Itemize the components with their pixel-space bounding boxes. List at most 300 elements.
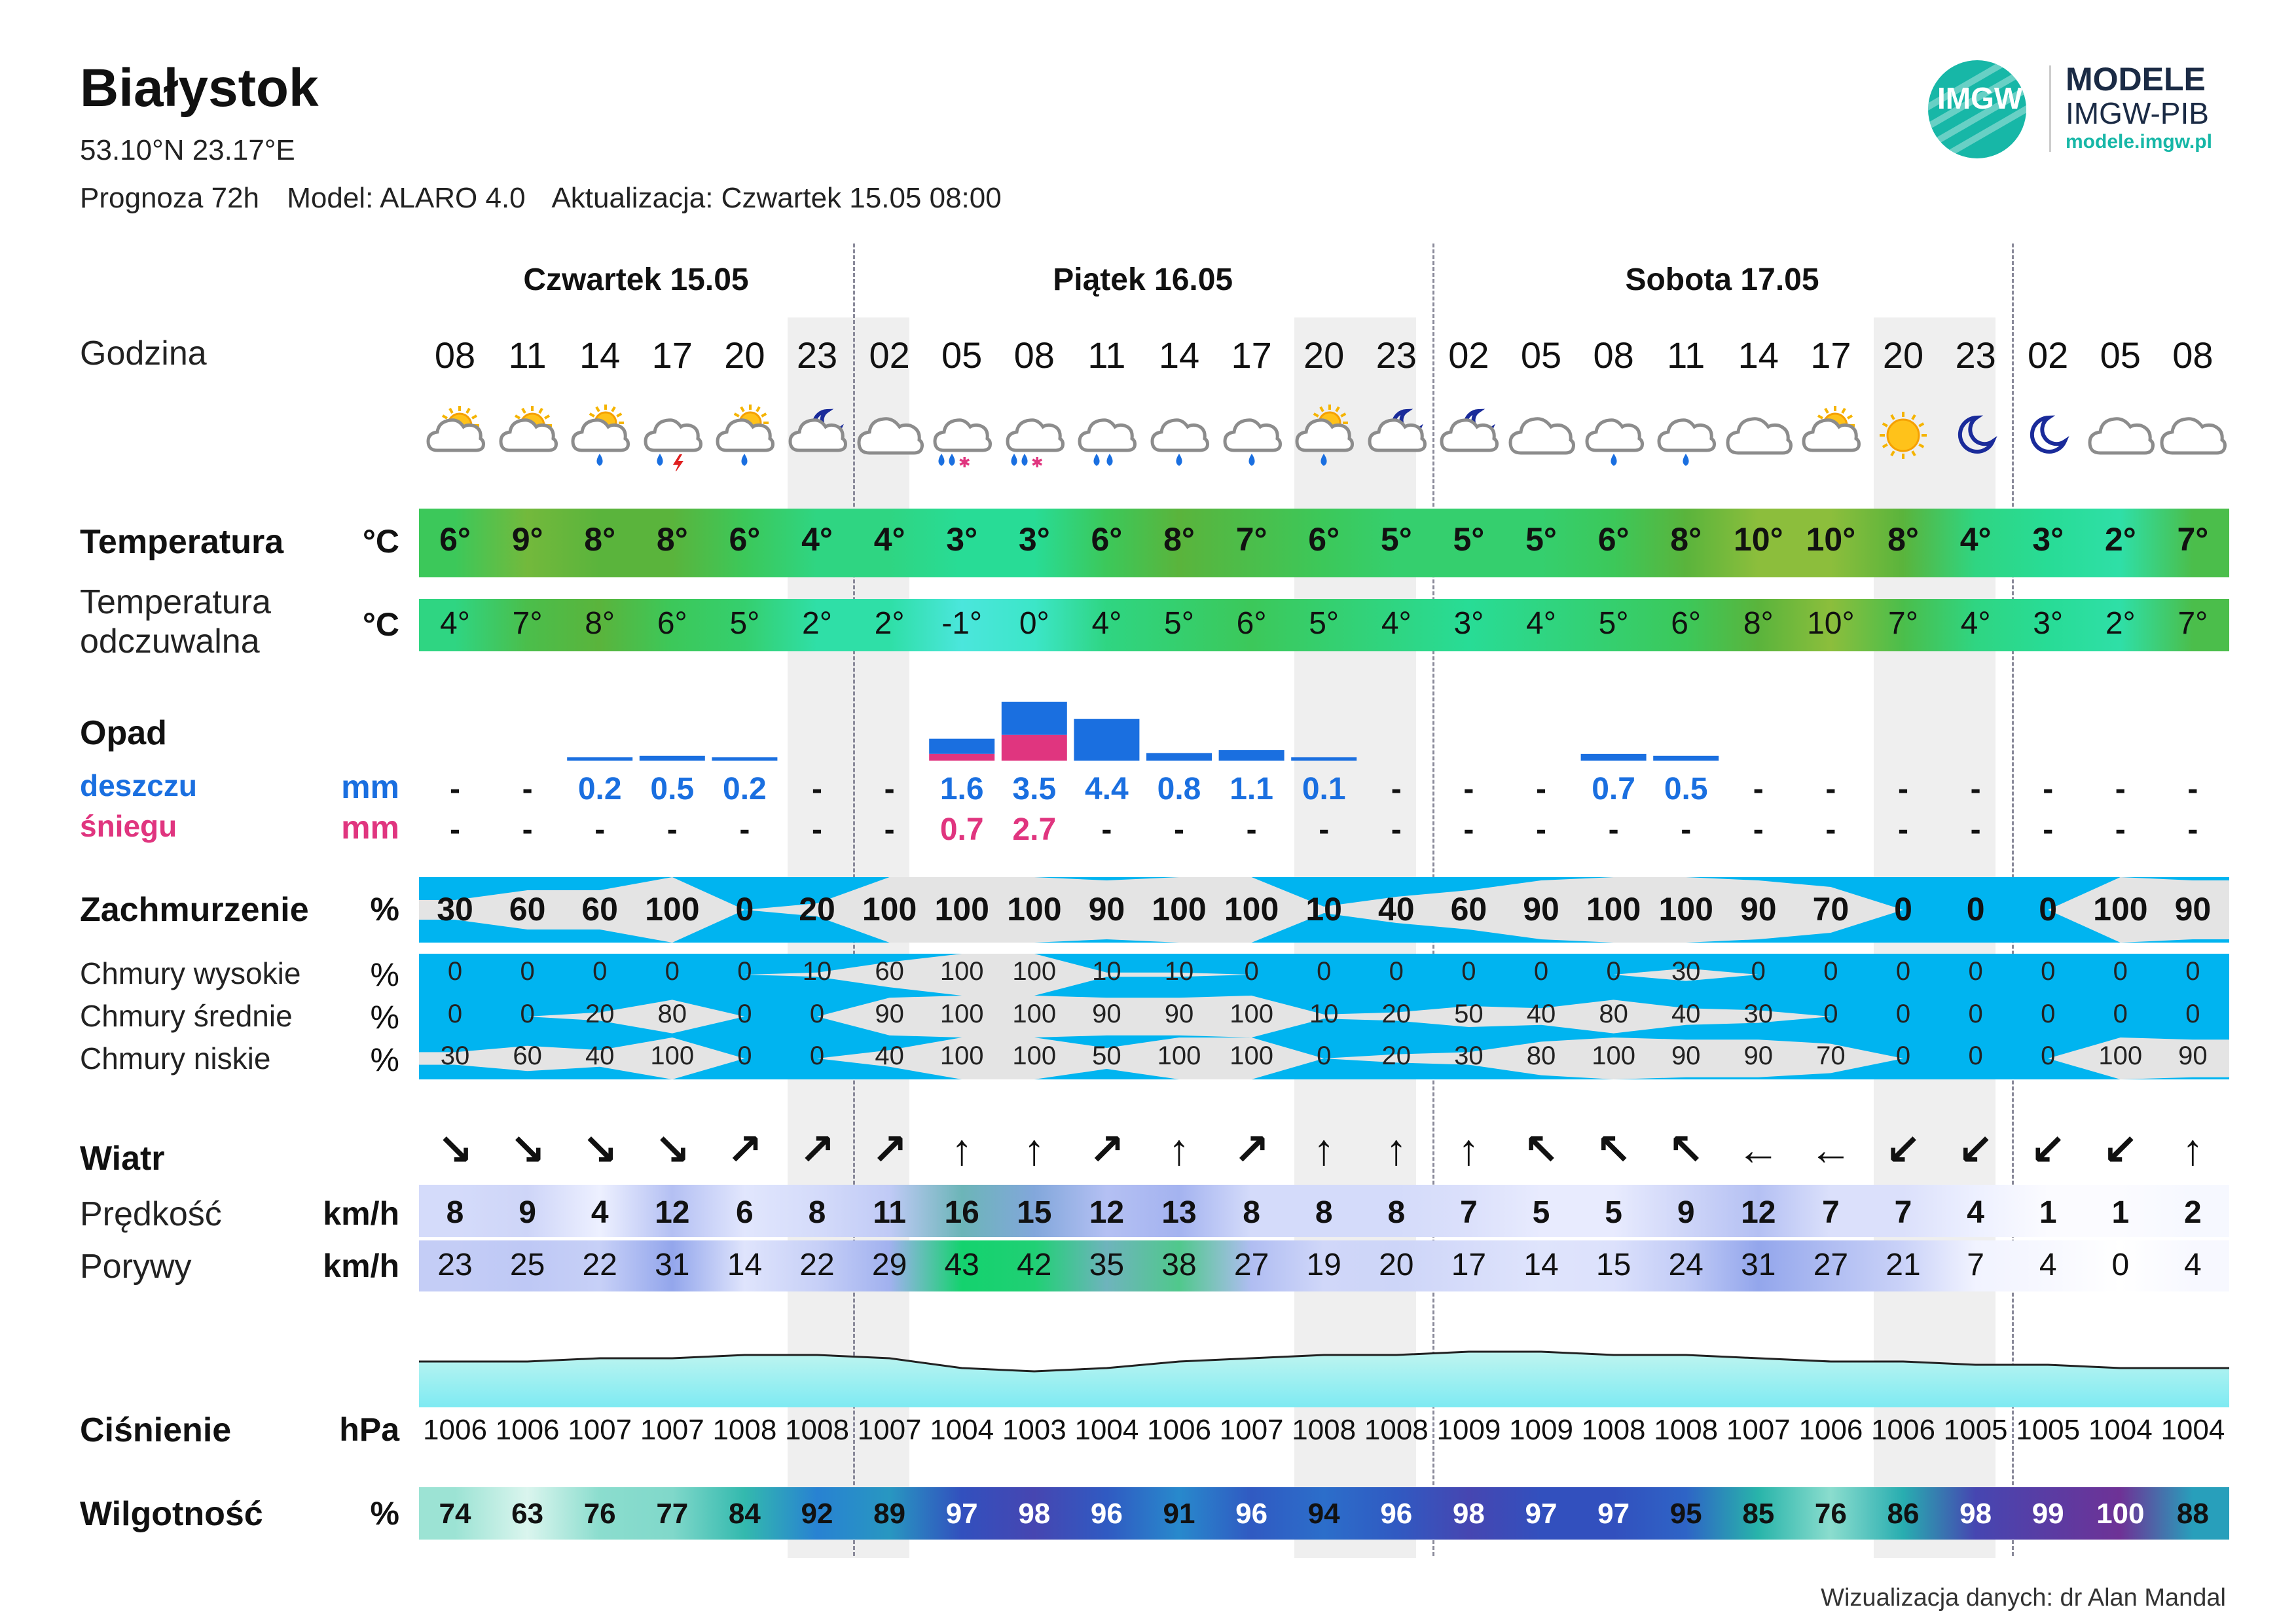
pressure-value: 1005: [1943, 1414, 2008, 1446]
low-clouds-value: 100: [1230, 1041, 1273, 1070]
pressure-value: 1004: [2160, 1414, 2225, 1446]
humidity-label: Wilgotność: [80, 1495, 263, 1533]
snow-unit: mm: [341, 809, 399, 846]
pressure-value: 1004: [1074, 1414, 1139, 1446]
cloud-rain-icon: [1578, 399, 1650, 471]
wind-speed-value: 4: [1967, 1195, 1984, 1230]
feels-like-value: 2°: [874, 606, 905, 641]
high-clouds-value: 0: [1461, 957, 1476, 986]
rain-value: 1.1: [1230, 772, 1273, 806]
high-clouds-value: 0: [737, 957, 752, 986]
mid-clouds-value: 0: [2185, 1000, 2200, 1028]
hour-label: 11: [1087, 334, 1126, 376]
pressure-value: 1008: [1292, 1414, 1357, 1446]
hour-label: 05: [941, 334, 983, 376]
snow-value: -: [1825, 812, 1836, 847]
rain-value: -: [2187, 772, 2198, 806]
rain-value: -: [1970, 772, 1981, 806]
wind-direction-icon: ↑: [1313, 1125, 1335, 1174]
pressure-value: 1006: [495, 1414, 560, 1446]
pressure-value: 1004: [930, 1414, 994, 1446]
cloudy-icon: [2157, 399, 2229, 471]
temperature-value: 8°: [656, 521, 688, 558]
mid-clouds-value: 80: [657, 1000, 687, 1028]
cloud-rain-icon: [1650, 399, 1722, 471]
high-clouds-value: 0: [1389, 957, 1404, 986]
rain-value: 0.2: [577, 772, 622, 806]
high-clouds-value: 0: [1317, 957, 1332, 986]
pressure-label: Ciśnienie: [80, 1411, 232, 1449]
wind-gust-value: 4: [2039, 1248, 2057, 1282]
snow-value: 0.7: [939, 812, 984, 847]
wind-speed-value: 1: [2111, 1195, 2130, 1230]
pressure-value: 1007: [568, 1414, 632, 1446]
temperature-value: 4°: [801, 521, 833, 558]
wind-direction-icon: ↗: [799, 1125, 835, 1174]
snow-value: -: [1970, 812, 1981, 847]
temperature-value: 9°: [511, 521, 543, 558]
wind-speed-value: 11: [873, 1195, 906, 1230]
wind-speed-value: 8: [1387, 1195, 1406, 1230]
mid-clouds-value: 0: [2113, 1000, 2128, 1028]
snow-value: -: [1536, 812, 1546, 847]
wind-gust-value: 29: [871, 1248, 907, 1282]
cloud-cover-value: 30: [437, 891, 473, 928]
hour-label: 11: [508, 334, 547, 376]
wind-speed-value: 12: [1089, 1195, 1125, 1230]
rain-bar: [712, 757, 777, 761]
feels-like-label: [80, 583, 271, 661]
feels-like-value: 10°: [1807, 606, 1855, 641]
feels-like-value: 7°: [2178, 606, 2208, 641]
snow-bar: [1002, 735, 1067, 761]
low-clouds-value: 50: [1092, 1041, 1121, 1070]
cloud-cover-value: 60: [1450, 891, 1487, 928]
cloud-cover-value: 0: [1966, 891, 1985, 928]
wind-speed-value: 7: [1460, 1195, 1478, 1230]
wind-gust-value: 20: [1379, 1248, 1414, 1282]
humidity-value: 85: [1742, 1498, 1775, 1530]
hour-label: 23: [1376, 334, 1417, 376]
wind-direction-icon: ↗: [1233, 1125, 1270, 1174]
wind-gust-value: 38: [1161, 1248, 1197, 1282]
wind-gust-value: 27: [1233, 1248, 1269, 1282]
wind-gust-value: 43: [944, 1248, 979, 1282]
temperature-value: 4°: [1959, 521, 1992, 558]
rain-value: -: [1536, 772, 1546, 806]
cloud-cover-value: 100: [645, 891, 700, 928]
hour-label: 17: [1810, 334, 1851, 376]
high-clouds-value: 10: [1092, 957, 1121, 986]
hour-label: 20: [1882, 334, 1924, 376]
cloud-cover-value: 0: [2039, 891, 2058, 928]
humidity-value: 97: [1525, 1498, 1558, 1530]
cloud-cover-value: 90: [2174, 891, 2212, 928]
rain-value: 1.6: [939, 772, 984, 806]
temperature-value: 6°: [1597, 521, 1630, 558]
feels-like-value: 4°: [1091, 606, 1122, 641]
wind-direction-icon: ↑: [1385, 1125, 1408, 1174]
cloud-cover-value: 100: [1658, 891, 1713, 928]
precipitation-bars: [0, 681, 2296, 766]
day-header: Czwartek 15.05: [523, 262, 749, 297]
snow-value: -: [1174, 812, 1184, 847]
wind-gust-value: 27: [1813, 1248, 1849, 1282]
wind-gust-value: 24: [1668, 1248, 1704, 1282]
cloudy-icon: [2085, 399, 2157, 471]
mid-clouds-value: 0: [1823, 1000, 1838, 1028]
humidity-value: 94: [1307, 1498, 1340, 1530]
hour-label: 02: [2028, 334, 2069, 376]
snow-value: -: [884, 812, 895, 847]
sun-cloud-rain-icon: [564, 399, 636, 471]
low-clouds-value: 20: [1381, 1041, 1412, 1070]
hour-label: 23: [1955, 334, 1996, 376]
low-clouds-value: 0: [2041, 1041, 2056, 1070]
humidity-value: 86: [1887, 1498, 1920, 1530]
snow-label: śniegu: [80, 809, 177, 843]
update-time: Aktualizacja: Czwartek 15.05 08:00: [551, 182, 1002, 214]
snow-value: -: [1753, 812, 1764, 847]
temperature-label: Temperatura: [80, 523, 284, 561]
temperature-value: 4°: [873, 521, 905, 558]
day-header: Piątek 16.05: [1053, 262, 1233, 297]
cloud-cover-value: 100: [1152, 891, 1207, 928]
wind-direction-icon: ↘: [509, 1125, 546, 1174]
low-clouds-value: 100: [939, 1041, 984, 1070]
wind-direction-icon: ↘: [437, 1125, 473, 1174]
temperature-value: 10°: [1806, 521, 1856, 558]
partly-sunny-icon: [419, 399, 491, 471]
pressure-value: 1003: [1002, 1414, 1066, 1446]
wind-direction-icon: ↗: [871, 1125, 908, 1174]
credit: Wizualizacja danych: dr Alan Mandal: [1821, 1584, 2226, 1612]
feels-like-value: -1°: [941, 606, 983, 641]
svg-text:✱: ✱: [1030, 454, 1044, 471]
low-clouds-value: 100: [1012, 1041, 1057, 1070]
high-clouds-label: Chmury wysokie: [80, 956, 301, 990]
wind-speed-unit: km/h: [323, 1195, 399, 1232]
mid-clouds-value: 100: [939, 1000, 984, 1028]
cloud-cover-value: 40: [1377, 891, 1415, 928]
pressure-area: [419, 1352, 2229, 1407]
humidity-value: 96: [1235, 1498, 1268, 1530]
pressure-value: 1007: [1726, 1414, 1791, 1446]
wind-gust-value: 21: [1886, 1248, 1921, 1282]
high-clouds-value: 30: [1671, 957, 1701, 986]
low-clouds-value: 70: [1816, 1041, 1846, 1070]
hour-label: 20: [1303, 334, 1345, 376]
rain-bar: [1581, 754, 1647, 761]
snow-bar: [929, 754, 994, 761]
mid-clouds-value: 0: [737, 1000, 752, 1028]
snow-value: 2.7: [1012, 812, 1057, 847]
high-clouds-value: 0: [1606, 957, 1621, 986]
hour-label: 23: [796, 334, 838, 376]
cloud-cover-value: 100: [934, 891, 989, 928]
wind-gust-value: 0: [2111, 1248, 2130, 1282]
moon-icon: [1940, 399, 2012, 471]
mid-clouds-value: 0: [1895, 1000, 1911, 1028]
pressure-value: 1005: [2016, 1414, 2081, 1446]
wind-gust-value: 23: [437, 1248, 473, 1282]
humidity-value: 92: [801, 1498, 833, 1530]
rain-value: 0.7: [1592, 772, 1635, 806]
high-clouds-value: 100: [939, 957, 984, 986]
rain-bar: [1074, 719, 1139, 761]
temperature-value: 2°: [2104, 521, 2136, 558]
snow-value: -: [1246, 812, 1257, 847]
rain-bar: [567, 757, 632, 761]
temperature-value: 10°: [1733, 521, 1783, 558]
humidity-value: 76: [583, 1498, 616, 1530]
cloud-rain-icon: [1216, 399, 1288, 471]
low-clouds-value: 100: [650, 1041, 695, 1070]
hour-label: 02: [1448, 334, 1489, 376]
mid-clouds-value: 0: [1968, 1000, 1983, 1028]
mid-clouds-value: 0: [447, 1000, 463, 1028]
wind-gust-value: 42: [1017, 1248, 1052, 1282]
humidity-value: 84: [728, 1498, 761, 1530]
humidity-value: 100: [2096, 1498, 2145, 1530]
hour-label: 02: [869, 334, 910, 376]
humidity-value: 97: [945, 1498, 978, 1530]
rain-value: -: [2115, 772, 2126, 806]
cloud-cover-value: 90: [1088, 891, 1125, 928]
humidity-value: 97: [1597, 1498, 1630, 1530]
cloudy-icon: [1722, 399, 1795, 471]
feels-like-unit: °C: [362, 606, 399, 643]
rain-bar: [1146, 753, 1212, 761]
wind-direction-icon: ↑: [1168, 1125, 1190, 1174]
wind-direction-icon: ←: [1736, 1125, 1780, 1174]
logo-divider: [2049, 65, 2051, 152]
pressure-value: 1004: [2088, 1414, 2153, 1446]
snow-value: -: [594, 812, 606, 847]
humidity-value: 96: [1380, 1498, 1413, 1530]
cloud-rain-icon: [1070, 399, 1142, 471]
snow-value: -: [1898, 812, 1908, 847]
cloud-rain-icon: [1143, 399, 1215, 471]
cloud-cover-value: 90: [1523, 891, 1559, 928]
hour-label: 14: [1738, 334, 1779, 376]
wind-gust-label: Porywy: [80, 1248, 192, 1286]
rain-bar: [640, 756, 705, 761]
mid-clouds-value: 0: [2041, 1000, 2056, 1028]
wind-direction-icon: ↑: [1023, 1125, 1046, 1174]
pressure-value: 1006: [1871, 1414, 1935, 1446]
temperature-value: 3°: [2032, 521, 2064, 558]
feels-like-label-line1: Temperatura: [80, 583, 271, 621]
wind-speed-value: 7: [1822, 1195, 1840, 1230]
humidity-value: 96: [1090, 1498, 1123, 1530]
sun-cloud-rain-icon: [1288, 399, 1360, 471]
feels-like-value: 5°: [729, 606, 760, 641]
temperature-value: 6°: [1091, 521, 1123, 558]
feels-like-label-line2: odczuwalna: [80, 623, 260, 660]
wind-direction-icon: ↘: [654, 1125, 691, 1174]
wind-direction-icon: ↖: [1667, 1125, 1704, 1174]
humidity-value: 98: [1018, 1498, 1051, 1530]
wind-direction-icon: ↙: [2030, 1125, 2066, 1174]
hour-label: 17: [1231, 334, 1272, 376]
feels-like-value: 6°: [657, 606, 687, 641]
cloud-cover-value: 10: [1305, 891, 1342, 928]
high-clouds-value: 0: [592, 957, 608, 986]
low-clouds-value: 0: [1317, 1041, 1332, 1070]
wind-speed-value: 7: [1894, 1195, 1912, 1230]
wind-speed-value: 16: [944, 1195, 979, 1230]
cloud-cover-label: Zachmurzenie: [80, 891, 309, 929]
wind-gust-value: 15: [1595, 1248, 1631, 1282]
rain-value: -: [1391, 772, 1402, 806]
rain-value: -: [1898, 772, 1908, 806]
hour-label: 08: [1013, 334, 1055, 376]
feels-like-value: 3°: [2033, 606, 2064, 641]
wind-speed-value: 6: [736, 1195, 754, 1230]
low-clouds-value: 100: [2098, 1041, 2143, 1070]
temperature-value: 5°: [1525, 521, 1557, 558]
pressure-unit: hPa: [339, 1411, 399, 1448]
mid-clouds-value: 10: [1309, 1000, 1339, 1028]
cloud-cover-value: 70: [1812, 891, 1850, 928]
forecast-range: Prognoza 72h: [80, 182, 259, 214]
low-clouds-value: 0: [1968, 1041, 1983, 1070]
temperature-value: 5°: [1453, 521, 1485, 558]
feels-like-value: 7°: [1888, 606, 1918, 641]
temperature-value: 6°: [729, 521, 761, 558]
low-clouds-value: 30: [440, 1041, 470, 1070]
pressure-value: 1008: [1654, 1414, 1719, 1446]
day-header: Sobota 17.05: [1625, 262, 1819, 297]
high-clouds-value: 0: [1533, 957, 1549, 986]
hour-label: 20: [724, 334, 765, 376]
rain-bar: [1002, 702, 1067, 735]
logo-url[interactable]: modele.imgw.pl: [2066, 131, 2212, 153]
sun-icon: [1867, 399, 1939, 471]
mid-clouds-value: 40: [1526, 1000, 1556, 1028]
feels-like-value: 6°: [1236, 606, 1267, 641]
cloud-cover-value: 90: [1740, 891, 1777, 928]
precipitation-label: Opad: [80, 714, 167, 752]
cloud-cover-value: 100: [2093, 891, 2148, 928]
wind-direction-icon: ↖: [1595, 1125, 1632, 1174]
logo-mark: IMGW: [1937, 81, 2023, 115]
low-clouds-value: 100: [1157, 1041, 1201, 1070]
low-clouds-value: 90: [1671, 1041, 1701, 1070]
humidity-value: 76: [1814, 1498, 1847, 1530]
snow-value: -: [2187, 812, 2198, 847]
humidity-value: 77: [656, 1498, 689, 1530]
temperature-value: 8°: [584, 521, 616, 558]
wind-gust-value: 31: [1741, 1248, 1776, 1282]
hour-label: 08: [2172, 334, 2214, 376]
humidity-value: 99: [2032, 1498, 2064, 1530]
imgw-logo-icon: [1928, 60, 2026, 158]
high-clouds-value: 100: [1012, 957, 1057, 986]
cloud-cover-value: 0: [1894, 891, 1912, 928]
humidity-value: 98: [1452, 1498, 1485, 1530]
cloud-cover-unit: %: [370, 891, 399, 928]
humidity-value: 89: [873, 1498, 906, 1530]
rain-bar: [1653, 756, 1719, 761]
mid-clouds-value: 80: [1599, 1000, 1628, 1028]
mid-clouds-value: 50: [1454, 1000, 1484, 1028]
pressure-value: 1008: [1364, 1414, 1429, 1446]
rain-value: -: [884, 772, 895, 806]
low-clouds-value: 40: [875, 1041, 904, 1070]
mid-clouds-value: 90: [1164, 1000, 1194, 1028]
high-clouds-unit: %: [370, 956, 399, 993]
rain-value: 4.4: [1085, 772, 1129, 806]
low-clouds-value: 40: [585, 1041, 615, 1070]
mid-clouds-value: 30: [1743, 1000, 1774, 1028]
high-clouds-value: 0: [2041, 957, 2056, 986]
rain-label: deszczu: [80, 768, 197, 803]
wind-gust-value: 31: [655, 1248, 690, 1282]
humidity-value: 63: [511, 1498, 544, 1530]
rain-value: 0.2: [723, 772, 767, 806]
wind-gust-value: 14: [1523, 1248, 1559, 1282]
wind-gust-value: 22: [582, 1248, 617, 1282]
wind-speed-value: 12: [655, 1195, 690, 1230]
feels-like-value: 4°: [440, 606, 470, 641]
wind-speed-value: 4: [591, 1195, 609, 1230]
snow-value: -: [1319, 812, 1330, 847]
wind-gust-value: 4: [2184, 1248, 2202, 1282]
rain-bar: [1291, 757, 1357, 761]
high-clouds-value: 0: [1968, 957, 1983, 986]
mid-clouds-value: 90: [1092, 1000, 1121, 1028]
hour-label: 11: [1667, 334, 1705, 376]
hour-row-label: Godzina: [80, 334, 207, 372]
rain-value: 0.5: [650, 772, 695, 806]
temperature-value: 8°: [1887, 521, 1919, 558]
feels-like-value: 4°: [1960, 606, 1991, 641]
high-clouds-value: 0: [2113, 957, 2128, 986]
wind-direction-icon: ↗: [1088, 1125, 1125, 1174]
wind-direction-icon: ↙: [1957, 1125, 1994, 1174]
temperature-value: 6°: [1308, 521, 1340, 558]
logo-title: MODELE: [2066, 61, 2206, 98]
moon-cloud-icon: [1432, 399, 1504, 471]
feels-like-value: 6°: [1671, 606, 1702, 641]
rain-value: -: [1463, 772, 1474, 806]
wind-speed-value: 5: [1532, 1195, 1550, 1230]
cloud-cover-value: 60: [581, 891, 618, 928]
mid-clouds-value: 100: [1230, 1000, 1273, 1028]
cloud-cover-value: 20: [799, 891, 835, 928]
cloud-rain-snow-icon: [926, 399, 998, 471]
wind-speed-value: 2: [2184, 1195, 2202, 1230]
high-clouds-value: 0: [447, 957, 463, 986]
snow-value: -: [450, 812, 460, 847]
pressure-value: 1007: [640, 1414, 704, 1446]
wind-speed-value: 9: [519, 1195, 536, 1230]
wind-gust-value: 22: [799, 1248, 835, 1282]
humidity-value: 98: [1959, 1498, 1992, 1530]
low-clouds-value: 0: [1895, 1041, 1911, 1070]
page-title: Białystok: [80, 58, 319, 118]
imgw-logo[interactable]: [1928, 60, 2226, 158]
cloud-cover-value: 100: [1224, 891, 1279, 928]
cloud-cover-value: 100: [862, 891, 917, 928]
wind-direction-icon: ←: [1809, 1125, 1853, 1174]
pressure-value: 1009: [1436, 1414, 1501, 1446]
wind-speed-value: 8: [808, 1195, 826, 1230]
pressure-value: 1009: [1509, 1414, 1573, 1446]
partly-sunny-icon: [1795, 399, 1867, 471]
